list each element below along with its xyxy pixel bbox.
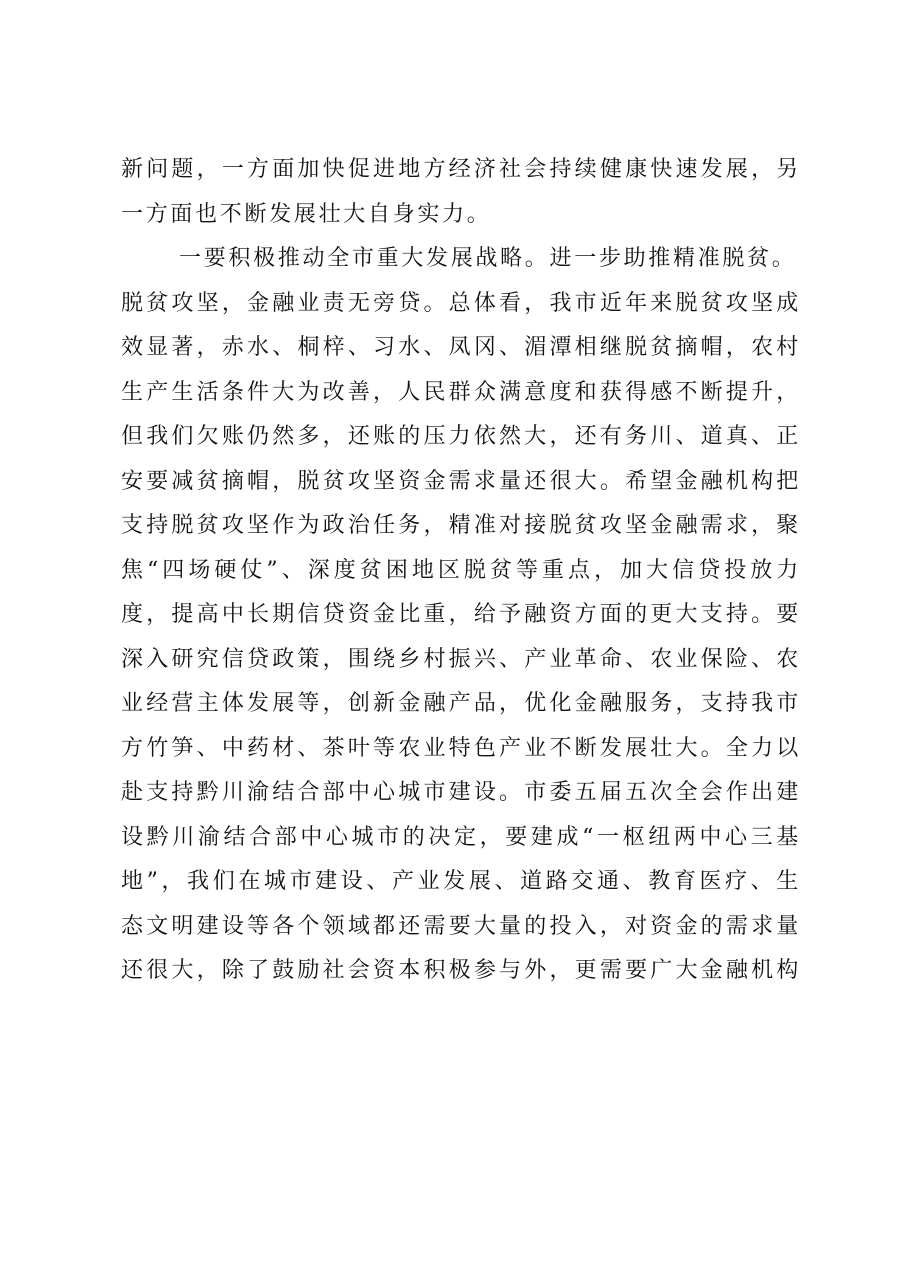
text-line: 地”，我们在城市建设、产业发展、道路交通、教育医疗、生 (121, 869, 801, 894)
text-line: 安要减贫摘帽，脱贫攻坚资金需求量还很大。希望金融机构把 (121, 468, 801, 494)
paragraph-start-line: 一要积极推动全市重大发展战略。进一步助推精准脱贫。 (179, 246, 797, 271)
body-text (121, 148, 801, 994)
text-line: 焦“四场硬仗”、深度贫困地区脱贫等重点，加大信贷投放力 (121, 557, 801, 583)
text-line: 效显著，赤水、桐梓、习水、凤冈、湄潭相继脱贫摘帽，农村 (121, 335, 801, 360)
text-line: 还很大，除了鼓励社会资本积极参与外，更需要广大金融机构 (121, 958, 801, 983)
text-line: 设黔川渝结合部中心城市的决定，要建成“一枢纽两中心三基 (121, 824, 801, 850)
text-line: 度，提高中长期信贷资金比重，给予融资方面的更大支持。要 (121, 602, 801, 627)
text-line: 一方面也不断发展壮大自身实力。 (121, 201, 492, 227)
text-line: 业经营主体发展等，创新金融产品，优化金融服务，支持我市 (121, 691, 801, 716)
text-line: 脱贫攻坚，金融业责无旁贷。总体看，我市近年来脱贫攻坚成 (121, 290, 801, 316)
text-line: 新问题，一方面加快促进地方经济社会持续健康快速发展，另 (121, 157, 801, 182)
text-line: 态文明建设等各个领域都还需要大量的投入，对资金的需求量 (121, 913, 801, 939)
text-line: 深入研究信贷政策，围绕乡村振兴、产业革命、农业保险、农 (121, 646, 801, 672)
text-line: 生产生活条件大为改善，人民群众满意度和获得感不断提升， (121, 379, 801, 405)
text-line: 赴支持黔川渝结合部中心城市建设。市委五届五次全会作出建 (121, 780, 801, 805)
text-line: 但我们欠账仍然多，还账的压力依然大，还有务川、道真、正 (121, 424, 801, 449)
text-line: 方竹笋、中药材、茶叶等农业特色产业不断发展壮大。全力以 (121, 735, 801, 761)
text-line: 支持脱贫攻坚作为政治任务，精准对接脱贫攻坚金融需求，聚 (121, 513, 801, 538)
